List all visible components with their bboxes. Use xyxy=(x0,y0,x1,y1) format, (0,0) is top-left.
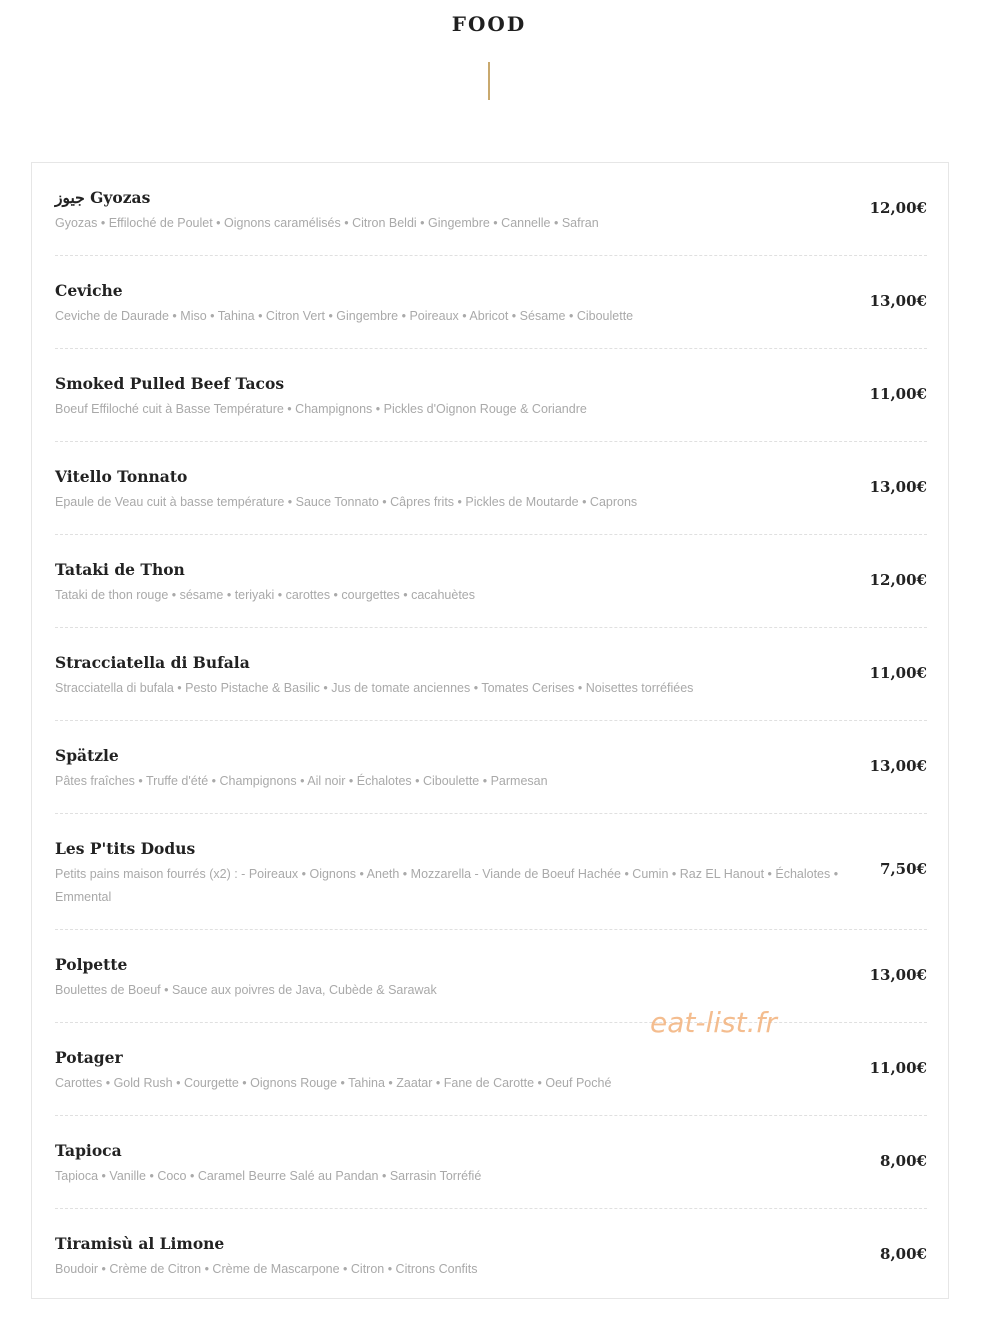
item-name: Ceviche xyxy=(55,281,123,300)
menu-item-stracciatella-di-bufala xyxy=(55,628,927,721)
item-name: جيوز Gyozas xyxy=(55,188,151,207)
item-name: Smoked Pulled Beef Tacos xyxy=(55,374,285,393)
item-description: Ceviche de Daurade • Miso • Tahina • Citron Vert • Gingembre • Poireaux • Abricot • Sésame • Ciboulette xyxy=(55,309,634,323)
item-description: Gyozas • Effiloché de Poulet • Oignons caramélisés • Citron Beldi • Gingembre • Cannelle • Safran xyxy=(55,216,599,230)
item-price: 8,00€ xyxy=(880,1152,927,1170)
menu-item-tapioca xyxy=(55,1116,927,1209)
page-title: FOOD xyxy=(451,12,527,36)
item-description: Stracciatella di bufala • Pesto Pistache & Basilic • Jus de tomate anciennes • Tomates Cerises • Noisettes torréfiées xyxy=(55,681,694,695)
watermark-text: eat-list.fr xyxy=(650,1006,777,1039)
item-description: Carottes • Gold Rush • Courgette • Oignons Rouge • Tahina • Zaatar • Fane de Carotte • Oeuf Poché xyxy=(55,1076,612,1090)
item-name: Polpette xyxy=(55,955,128,974)
item-description: Petits pains maison fourrés (x2) : - Poireaux • Oignons • Aneth • Mozzarella - Viande de Boeuf Hachée • Cumin • Raz EL Hanout • Échalotes • Emmental xyxy=(55,867,839,904)
menu-item-ceviche xyxy=(55,256,927,349)
item-price: 13,00€ xyxy=(869,966,927,984)
menu-item-polpette xyxy=(55,930,927,1023)
item-price: 12,00€ xyxy=(869,199,927,217)
menu-item-potager xyxy=(55,1023,927,1116)
menu-item-vitello-tonnato xyxy=(55,442,927,535)
item-price: 11,00€ xyxy=(869,385,927,403)
item-price: 7,50€ xyxy=(880,860,927,878)
item-price: 11,00€ xyxy=(869,1059,927,1077)
item-name: Stracciatella di Bufala xyxy=(55,653,250,672)
menu-item-tataki-de-thon xyxy=(55,535,927,628)
item-description: Tataki de thon rouge • sésame • teriyaki • carottes • courgettes • cacahuètes xyxy=(55,588,476,602)
item-description: Epaule de Veau cuit à basse température • Sauce Tonnato • Câpres frits • Pickles de Moutarde • Caprons xyxy=(55,495,638,509)
menu-item-tiramisu-al-limone xyxy=(55,1209,927,1302)
item-name: Vitello Tonnato xyxy=(55,467,188,486)
title-divider xyxy=(488,62,490,100)
menu-list xyxy=(55,163,927,1302)
item-description: Boudoir • Crème de Citron • Crème de Mascarpone • Citron • Citrons Confits xyxy=(55,1262,478,1276)
item-description: Pâtes fraîches • Truffe d'été • Champignons • Ail noir • Échalotes • Ciboulette • Parmesan xyxy=(55,774,548,788)
item-name: Potager xyxy=(55,1048,123,1067)
item-name: Tiramisù al Limone xyxy=(55,1234,225,1253)
item-price: 13,00€ xyxy=(869,478,927,496)
item-description: Boulettes de Boeuf • Sauce aux poivres de Java, Cubède & Sarawak xyxy=(55,983,437,997)
item-description: Tapioca • Vanille • Coco • Caramel Beurre Salé au Pandan • Sarrasin Torréfié xyxy=(55,1169,482,1183)
item-name: Spätzle xyxy=(55,746,119,765)
item-name: Tataki de Thon xyxy=(55,560,185,579)
item-price: 12,00€ xyxy=(869,571,927,589)
menu-item-smoked-pulled-beef-tacos xyxy=(55,349,927,442)
item-price: 13,00€ xyxy=(869,757,927,775)
item-name: Tapioca xyxy=(55,1141,122,1160)
menu-item-les-ptits-dodus xyxy=(55,814,927,930)
item-price: 13,00€ xyxy=(869,292,927,310)
item-name: Les P'tits Dodus xyxy=(55,839,196,858)
item-price: 8,00€ xyxy=(880,1245,927,1263)
menu-item-spatzle xyxy=(55,721,927,814)
item-price: 11,00€ xyxy=(869,664,927,682)
item-description: Boeuf Effiloché cuit à Basse Température • Champignons • Pickles d'Oignon Rouge & Coriandre xyxy=(55,402,587,416)
menu-item-gyozas xyxy=(55,163,927,256)
menu-card xyxy=(31,162,949,1299)
